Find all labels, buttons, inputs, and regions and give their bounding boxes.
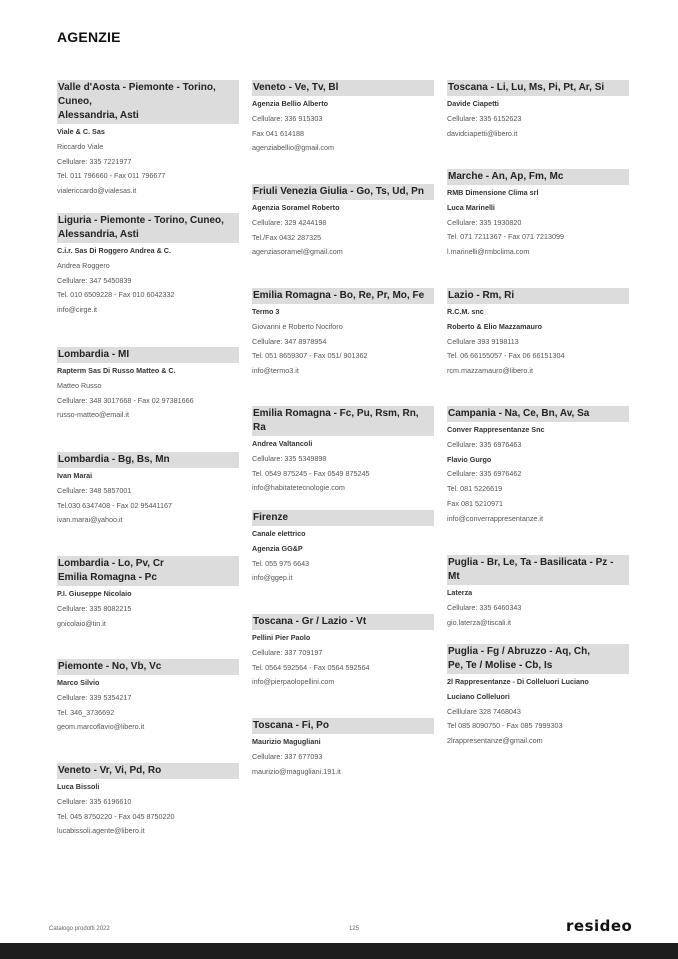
agency-name: RMB Dimensione Clima srl (447, 188, 539, 197)
agency-name: Viale & C. Sas (57, 127, 105, 136)
region-header (57, 556, 239, 586)
email-link[interactable]: lucabissoli.agente@libero.it (57, 826, 145, 836)
agency-card (57, 452, 239, 528)
region-header (57, 347, 239, 363)
phone-fax: Tel. 071 7211367 - Fax 071 7213099 (447, 232, 564, 242)
contact-name: Davide Ciapetti (447, 99, 499, 108)
region-header (57, 80, 239, 124)
email-link[interactable]: davidciapetti@libero.it (447, 128, 518, 138)
region-header (447, 288, 629, 304)
agency-name: Agenzia Soramel Roberto (252, 203, 340, 212)
email-link[interactable]: l.marinelli@rmbclima.com (447, 247, 530, 257)
agency-name: 2l Rappresentanze - Di Colleluori Luciano (447, 677, 589, 686)
region-header-line: Firenze (253, 512, 289, 523)
region-header-line: Piemonte - No, Vb, Vc (58, 661, 162, 672)
agency-name: C.i.r. Sas Di Roggero Andrea & C. (57, 246, 171, 255)
contact-name: Matteo Russo (57, 380, 102, 390)
region-header (57, 763, 239, 779)
fax-number: Fax 041 614188 (252, 128, 304, 138)
page-number: 125 (349, 926, 360, 932)
email-link[interactable]: 2lrappresentanze@gmail.com (447, 736, 543, 746)
region-header (57, 452, 239, 468)
agency-card (57, 347, 239, 423)
mobile-number: Cellulare 393 9198113 (447, 336, 519, 346)
fax-number: Fax 081 5210971 (447, 498, 503, 508)
agency-card (252, 718, 434, 779)
region-header (447, 80, 629, 96)
page-title: AGENZIE (57, 29, 121, 45)
contact-name: Luca Marinelli (447, 202, 495, 212)
email-link[interactable]: vialericcardo@vialesas.it (57, 186, 137, 196)
contact-name: Pellini Pier Paolo (252, 633, 311, 642)
agency-card (57, 763, 239, 839)
agency-card (252, 614, 434, 690)
region-header-line: Veneto - Vr, Vi, Pd, Ro (58, 765, 162, 776)
email-link[interactable]: russo-matteo@email.it (57, 410, 130, 420)
brand-logo: resideo (566, 917, 633, 935)
mobile-number: Cellulare: 335 6460343 (447, 602, 522, 612)
contact-name: Laterza (447, 588, 473, 597)
agency-card (57, 659, 239, 735)
region-header-line: Valle d'Aosta - Piemonte - Torino, Cuneo, (58, 82, 216, 107)
phone-fax: Tel. 0549 875245 - Fax 0549 875245 (252, 468, 370, 478)
region-header (252, 80, 434, 96)
agency-card (447, 288, 629, 379)
region-header (447, 644, 629, 674)
agency-name: Agenzia Bellio Alberto (252, 99, 329, 108)
mobile-number: Cellulare: 335 6976463 (447, 439, 522, 449)
email-link[interactable]: info@cirge.it (57, 305, 98, 315)
mobile-number: Cellulare: 337 709197 (252, 647, 323, 657)
email-link[interactable]: info@converrappresentanze.it (447, 513, 543, 523)
region-header (447, 169, 629, 185)
mobile-number: Cellulare: 336 915303 (252, 113, 323, 123)
region-header (252, 718, 434, 734)
contact-name: Riccardo Viale (57, 141, 104, 151)
agency-card (252, 510, 434, 586)
mobile-number: Cellulare: 339 5354217 (57, 692, 132, 702)
email-link[interactable]: info@ggep.it (252, 573, 293, 583)
agency-card (57, 80, 239, 199)
mobile-number: Cellulare: 335 7221977 (57, 156, 132, 166)
region-header (252, 288, 434, 304)
phone-fax: Tel 085 8090750 - Fax 085 7999303 (447, 721, 563, 731)
contact-name: Roberto & Elio Mazzamauro (447, 321, 543, 331)
region-header-line: Puglia - Br, Le, Ta - Basilicata - Pz - Mt (448, 557, 614, 582)
phone-fax: Tel. 051 8659307 - Fax 051/ 901362 (252, 351, 368, 361)
email-link[interactable]: geom.marcoflavio@libero.it (57, 722, 145, 732)
catalog-label: Catalogo prodotti 2022 (49, 926, 110, 932)
agency-card (57, 213, 239, 318)
agency-card (252, 288, 434, 379)
region-header-line: Toscana - Fi, Po (253, 720, 329, 731)
contact-name: Marco Silvio (57, 678, 100, 687)
agency-card (447, 80, 629, 141)
phone-number: Tel. 346_3736692 (57, 707, 115, 717)
region-header-line: Toscana - Gr / Lazio - Vt (253, 616, 367, 627)
mobile-number: Cellulare: 335 8082215 (57, 603, 132, 613)
contact-name: Luca Bissoli (57, 782, 100, 791)
mobile-number: Cellulare: 335 6196610 (57, 796, 132, 806)
phone-fax: Tel. 010 6509228 - Fax 010 6042332 (57, 290, 175, 300)
agency-card (447, 555, 629, 630)
contact-name: Maurizio Magugliani (252, 737, 321, 746)
region-header-line: Marche - An, Ap, Fm, Mc (448, 171, 564, 182)
phone-fax: Tel. 045 8750220 - Fax 045 8750220 (57, 811, 175, 821)
contact-name: Giovanni e Roberto Nociforo (252, 321, 343, 331)
region-header-line: Liguria - Piemonte - Torino, Cuneo, (58, 215, 224, 226)
contact-name: Luciano Colleluori (447, 691, 510, 701)
mobile-number: Cellulare: 348 5857001 (57, 485, 132, 495)
mobile-number: Cellulare: 335 5349898 (252, 453, 327, 463)
phone-number: Tel. 055 975 6643 (252, 558, 310, 568)
phone-fax: Tel./Fax 0432 287325 (252, 232, 322, 242)
email-link[interactable]: gnicolaio@tin.it (57, 618, 106, 628)
email-link[interactable]: maurizio@magugliani.191.it (252, 766, 341, 776)
mobile-number: Cellulare: 337 677093 (252, 751, 323, 761)
contact-name: Flavio Gurgo (447, 454, 492, 464)
region-header-line: Lombardia - MI (58, 349, 130, 360)
mobile-number: Cellulare: 329 4244198 (252, 217, 327, 227)
email-link[interactable]: gio.laterza@tiscali.it (447, 617, 512, 627)
email-link[interactable]: rcm.mazzamauro@libero.it (447, 366, 533, 376)
mobile-number: Cellulare: 347 5450839 (57, 275, 132, 285)
region-header-line: Alessandria, Asti (58, 110, 139, 121)
agency-card (252, 184, 434, 260)
region-header (252, 614, 434, 630)
contact-name: P.I. Giuseppe Nicolaio (57, 589, 132, 598)
region-header (447, 555, 629, 585)
email-link[interactable]: agenziasoramel@gmail.com (252, 247, 343, 257)
agency-name: Conver Rappresentanze Snc (447, 425, 545, 434)
region-header-line: Lombardia - Bg, Bs, Mn (58, 454, 170, 465)
region-header-line: Campania - Na, Ce, Bn, Av, Sa (448, 408, 590, 419)
bottom-bar (0, 943, 678, 959)
region-header-line: Toscana - Li, Lu, Ms, Pi, Pt, Ar, Si (448, 82, 605, 93)
region-header (447, 406, 629, 422)
region-header-line: Veneto - Ve, Tv, Bl (253, 82, 339, 93)
agency-name: R.C.M. snc (447, 307, 484, 316)
region-header-line: Alessandria, Asti (58, 229, 139, 240)
agency-card (57, 556, 239, 631)
phone-number: Tel. 081 5226619 (447, 484, 503, 494)
agency-card (447, 406, 629, 527)
region-header-line: Emilia Romagna - Bo, Re, Pr, Mo, Fe (253, 290, 425, 301)
mobile-number: Cellulare: 347 8978954 (252, 336, 327, 346)
mobile-number: Celllulare 328 7468043 (447, 706, 521, 716)
region-header (252, 184, 434, 200)
contact-name: Andrea Valtancoli (252, 439, 313, 448)
phone-fax: Tel. 06 66155057 - Fax 06 66151304 (447, 351, 565, 361)
region-header (57, 659, 239, 675)
region-header-line: Emilia Romagna - Pc (58, 572, 157, 583)
agency-name: Canale elettrico (252, 529, 306, 538)
agency-name: Termo 3 (252, 307, 280, 316)
mobile-number: Cellulare: 335 6976462 (447, 469, 522, 479)
contact-name: Ivan Marai (57, 471, 93, 480)
email-link[interactable]: ivan.marai@yahoo.it (57, 515, 123, 525)
region-header-line: Lazio - Rm, Ri (448, 290, 515, 301)
mobile-number: Cellulare: 335 1930820 (447, 217, 522, 227)
email-link[interactable]: info@termo3.it (252, 366, 299, 376)
email-link[interactable]: agenziabellio@gmail.com (252, 143, 335, 153)
region-header-line: Puglia - Fg / Abruzzo - Aq, Ch, (448, 646, 591, 657)
region-header-line: Lombardia - Lo, Pv, Cr (58, 558, 164, 569)
agency-card (447, 169, 629, 260)
agency-name: Agenzia GG&P (252, 543, 303, 553)
agency-card (447, 644, 629, 749)
agency-card (252, 406, 434, 496)
region-header-line: Friuli Venezia Giulia - Go, Ts, Ud, Pn (253, 186, 424, 197)
mobile-number: Cellulare: 335 6152623 (447, 113, 522, 123)
phone-fax: Tel. 0564 592564 - Fax 0564 592564 (252, 662, 370, 672)
region-header (252, 406, 434, 436)
email-link[interactable]: info@habitatetecnologie.com (252, 483, 345, 493)
agency-card (252, 80, 434, 156)
contact-name: Andrea Roggero (57, 260, 110, 270)
email-link[interactable]: info@pierpaolopellini.com (252, 677, 335, 687)
region-header-line: Emilia Romagna - Fc, Pu, Rsm, Rn, Ra (253, 408, 419, 433)
region-header-line: Pe, Te / Molise - Cb, Is (448, 660, 553, 671)
phone-fax: Tel.030 6347408 - Fax 02 95441167 (57, 500, 172, 510)
region-header (252, 510, 434, 526)
region-header (57, 213, 239, 243)
phone-fax: Tel. 011 796660 - Fax 011 796677 (57, 171, 166, 181)
phone-fax: Cellulare: 348 3017668 - Fax 02 97381666 (57, 395, 194, 405)
agency-name: Rapterm Sas Di Russo Matteo & C. (57, 366, 176, 375)
